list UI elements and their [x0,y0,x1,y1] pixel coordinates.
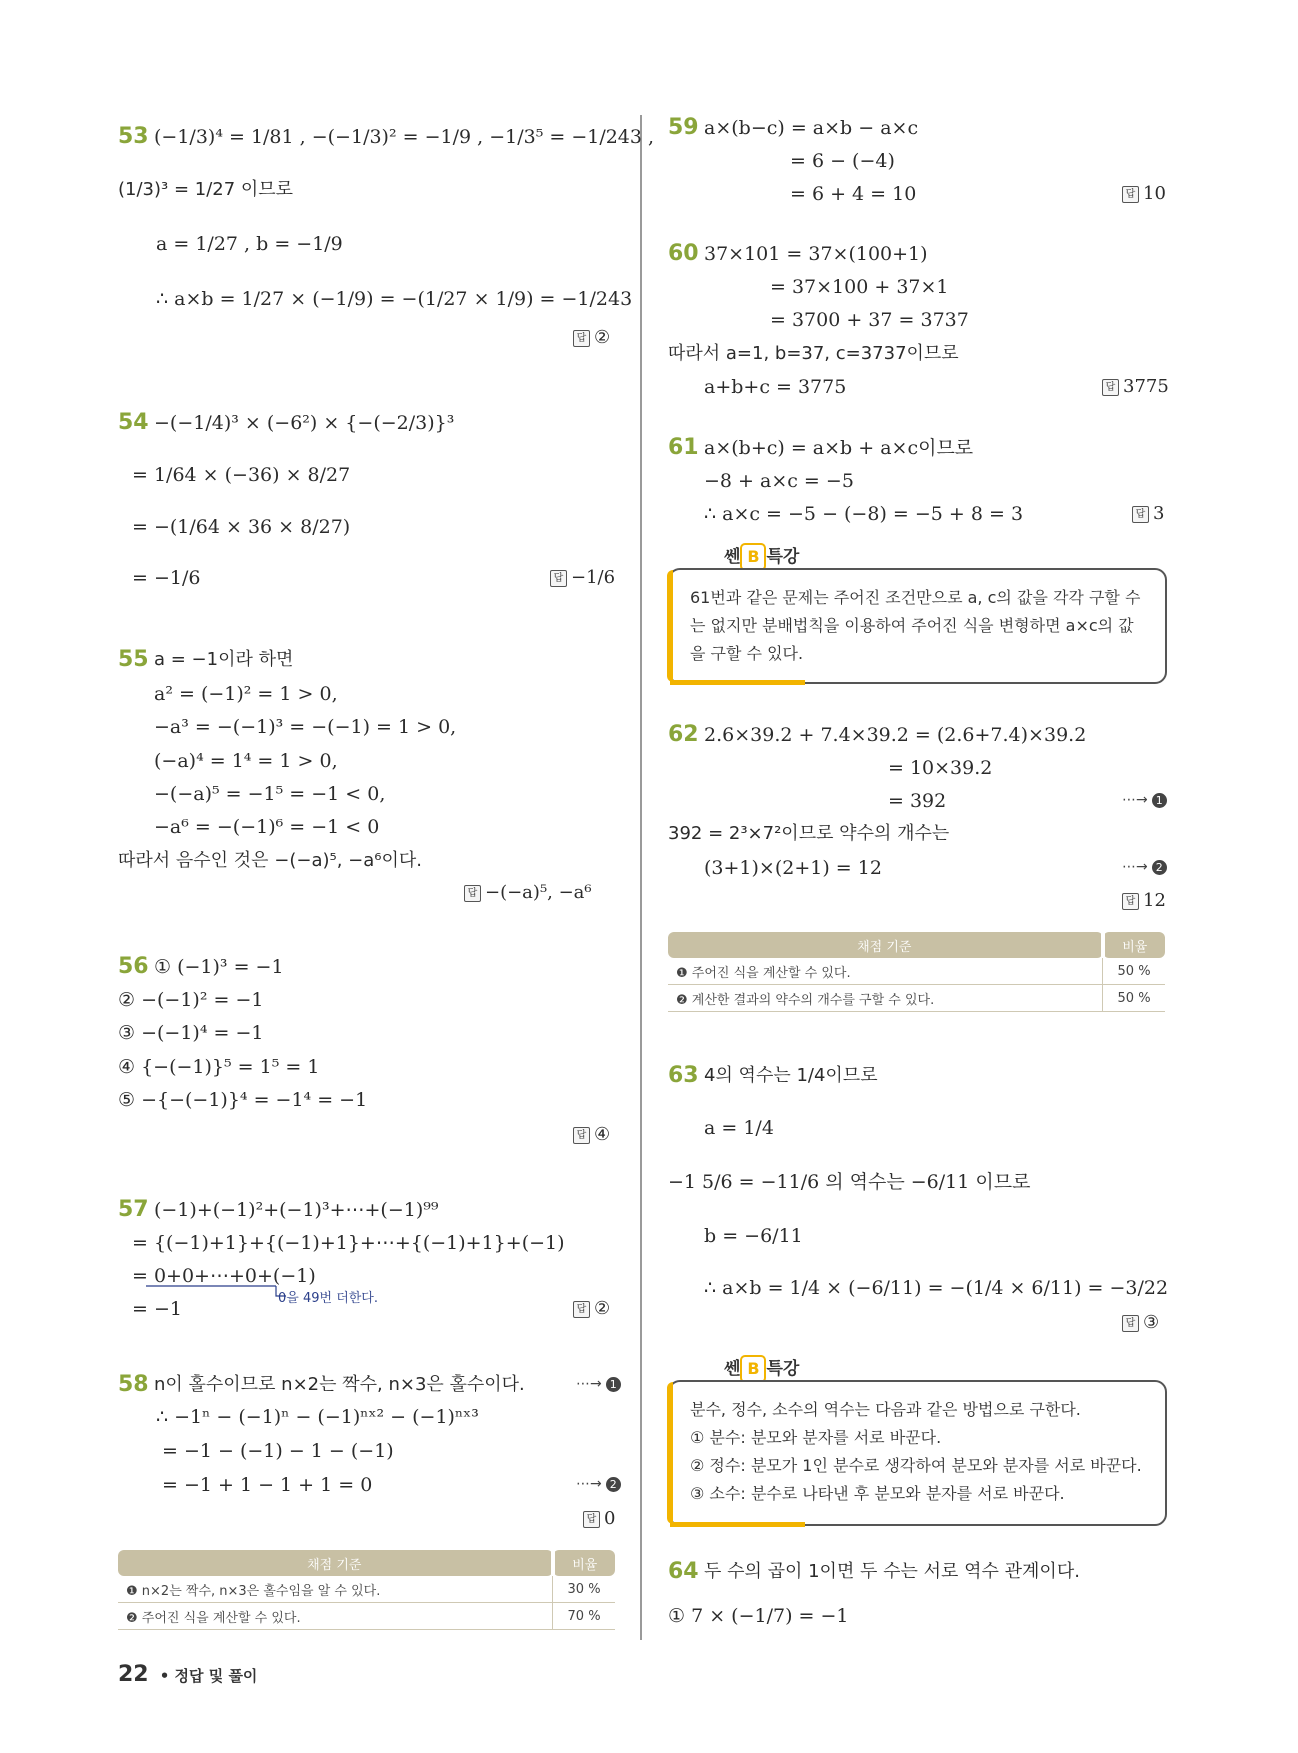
problem-58-criteria-table [118,1550,615,1630]
answer-icon: 답 [1122,893,1139,910]
column-divider [640,115,642,1640]
problem-57-answer: 답 ② [573,1297,610,1321]
answer-icon: 답 [550,570,567,587]
problem-61-number: 61 [668,435,699,460]
problem-63-line5: ∴ a×b = 1/4 × (−6/11) = −(1/4 × 6/11) = −3/22 [704,1277,1169,1299]
problem-57-line2: = {(−1)+1}+{(−1)+1}+⋯+{(−1)+1}+(−1) [132,1232,565,1254]
criteria-cell: ❶ n×2는 짝수, n×3은 홀수임을 알 수 있다. [118,1576,553,1603]
criteria-cell: ❷ 계산한 결과의 약수의 개수를 구할 수 있다. [668,985,1103,1012]
problem-56-line4: ④ {−(−1)}⁵ = 1⁵ = 1 [118,1056,320,1078]
problem-60-line3: = 3700 + 37 = 3737 [770,309,969,331]
table-row [118,1603,615,1630]
problem-56-line5: ⑤ −{−(−1)}⁴ = −1⁴ = −1 [118,1089,368,1111]
problem-55-line4: (−a)⁴ = 1⁴ = 1 > 0, [154,750,338,772]
answer-icon: 답 [464,885,481,902]
answer-icon: 답 [1102,379,1119,396]
problem-63-answer: 답 ③ [1122,1311,1159,1335]
problem-64-line2: ① 7 × (−1/7) = −1 [668,1605,849,1627]
tip1-title: 쎈 B 특강 [724,542,799,571]
problem-58-number: 58 [118,1372,149,1397]
problem-58-line1: n이 홀수이므로 n×2는 짝수, n×3은 홀수이다. [154,1374,525,1395]
problem-60-number: 60 [668,241,699,266]
problem-55-line7: 따라서 음수인 것은 −(−a)⁵, −a⁶이다. [118,850,422,871]
problem-59-line2: = 6 − (−4) [790,150,895,172]
problem-62-line4: 392 = 2³×7²이므로 약수의 개수는 [668,823,950,844]
problem-55-answer: 답 −(−a)⁵, −a⁶ [464,881,592,905]
answer-icon: 답 [1132,506,1149,523]
problem-62-answer: 답 12 [1122,889,1166,913]
problem-60-line5: a+b+c = 3775 [704,376,847,398]
tip1-accent-bottom [670,680,805,685]
problem-62-number: 62 [668,722,699,747]
problem-55-number: 55 [118,647,149,672]
table-row [668,958,1165,985]
problem-54-number: 54 [118,410,149,435]
problem-56-line3: ③ −(−1)⁴ = −1 [118,1022,264,1044]
problem-56-number: 56 [118,954,149,979]
problem-57-line3: = 0+0+⋯+0+(−1) [132,1265,316,1287]
problem-55-line6: −a⁶ = −(−1)⁶ = −1 < 0 [154,816,380,838]
problem-61-answer: 답 3 [1132,502,1164,526]
problem-55-line5: −(−a)⁵ = −1⁵ = −1 < 0, [154,783,386,805]
table-row [668,985,1165,1012]
tip2-title: 쎈 B 특강 [724,1354,799,1383]
ratio-header: 비율 [1103,932,1165,958]
problem-53-line4: ∴ a×b = 1/27 × (−1/9) = −(1/27 × 1/9) = −1/243 [156,288,633,310]
problem-61-line3: ∴ a×c = −5 − (−8) = −5 + 8 = 3 [704,503,1024,525]
problem-53-answer: 답 ② [573,326,610,350]
problem-61-line2: −8 + a×c = −5 [704,470,854,492]
problem-58-step1: ⋯→ 1 [576,1376,621,1392]
answer-icon: 답 [1122,1315,1139,1332]
problem-54-line3: = −(1/64 × 36 × 8/27) [132,516,351,538]
tip1-accent [667,570,673,682]
tip2-box [668,1380,1167,1526]
footer-title: • 정답 및 풀이 [159,1667,258,1685]
problem-62-line3: = 392 [888,790,947,812]
problem-54-line2: = 1/64 × (−36) × 8/27 [132,464,351,486]
tip1-box [668,568,1167,684]
problem-64-number: 64 [668,1559,699,1584]
ratio-cell: 30 % [553,1576,615,1603]
problem-60-line2: = 37×100 + 37×1 [770,276,949,298]
tip1-line3: 을 구할 수 있다. [690,644,804,663]
problem-60-answer: 답 3775 [1102,375,1169,399]
problem-54-line1: −(−1/4)³ × (−6²) × {−(−2/3)}³ [154,412,455,434]
criteria-header: 채점 기준 [118,1550,553,1576]
criteria-cell: ❷ 주어진 식을 계산할 수 있다. [118,1603,553,1630]
tip2-line4: ③ 소수: 분수로 나타낸 후 분모와 분자를 서로 바꾼다. [690,1484,1065,1503]
problem-63-line1: 4의 역수는 1/4이므로 [704,1065,878,1086]
problem-63-number: 63 [668,1063,699,1088]
problem-59-answer: 답 10 [1122,182,1166,206]
problem-58-line3: = −1 − (−1) − 1 − (−1) [162,1440,394,1462]
ratio-cell: 50 % [1103,985,1165,1012]
problem-62-step1: ⋯→ 1 [1122,792,1167,808]
tip2-accent-bottom [670,1522,805,1527]
problem-58-answer: 답 0 [583,1507,615,1531]
problem-53-line2: (1/3)³ = 1/27 이므로 [118,179,294,200]
page-footer [118,1662,257,1687]
problem-54-answer: 답 −1/6 [550,566,615,590]
problem-60-line4: 따라서 a=1, b=37, c=3737이므로 [668,343,959,364]
answer-icon: 답 [583,1511,600,1528]
tip2-line3: ② 정수: 분모가 1인 분수로 생각하여 분모와 분자를 서로 바꾼다. [690,1456,1142,1475]
answer-icon: 답 [573,1301,590,1318]
problem-64-line1: 두 수의 곱이 1이면 두 수는 서로 역수 관계이다. [704,1561,1080,1582]
problem-61-line1: a×(b+c) = a×b + a×c이므로 [704,437,974,459]
problem-63-line3: −1 5/6 = −11/6 의 역수는 −6/11 이므로 [668,1171,1031,1193]
problem-59-line3: = 6 + 4 = 10 [790,183,917,205]
problem-58-step2: ⋯→ 2 [576,1476,621,1492]
problem-53-line1: (−1/3)⁴ = 1/81 , −(−1/3)² = −1/9 , −1/3⁵ = −1/243 , [154,126,655,148]
problem-53-line3: a = 1/27 , b = −1/9 [156,233,343,255]
problem-63-line4: b = −6/11 [704,1225,803,1247]
answer-icon: 답 [573,1127,590,1144]
problem-62-line2: = 10×39.2 [888,757,993,779]
problem-63-line2: a = 1/4 [704,1117,774,1139]
ratio-cell: 70 % [553,1603,615,1630]
problem-57-line1: (−1)+(−1)²+(−1)³+⋯+(−1)⁹⁹ [154,1199,439,1221]
problem-56-line1: ① (−1)³ = −1 [154,956,284,978]
problem-55-line3: −a³ = −(−1)³ = −(−1) = 1 > 0, [154,716,457,738]
problem-58-line2: ∴ −1ⁿ − (−1)ⁿ − (−1)ⁿˣ² − (−1)ⁿˣ³ [156,1406,479,1428]
problem-55-line1: a = −1이라 하면 [154,649,294,670]
problem-57-note: 0을 49번 더한다. [278,1291,379,1306]
problem-55-line2: a² = (−1)² = 1 > 0, [154,683,338,705]
problem-54-line4: = −1/6 [132,567,201,589]
problem-57-number: 57 [118,1197,149,1222]
problem-59-number: 59 [668,115,699,140]
tip2-line2: ① 분수: 분모와 분자를 서로 바꾼다. [690,1428,942,1447]
page-number: 22 [118,1662,149,1687]
problem-62-line1: 2.6×39.2 + 7.4×39.2 = (2.6+7.4)×39.2 [704,724,1087,746]
tip2-line1: 분수, 정수, 소수의 역수는 다음과 같은 방법으로 구한다. [690,1400,1081,1419]
criteria-cell: ❶ 주어진 식을 계산할 수 있다. [668,958,1103,985]
problem-58-line4: = −1 + 1 − 1 + 1 = 0 [162,1474,373,1496]
problem-56-line2: ② −(−1)² = −1 [118,989,264,1011]
tip1-line2: 는 없지만 분배법칙을 이용하여 주어진 식을 변형하면 a×c의 값 [690,616,1134,635]
problem-56-answer: 답 ④ [573,1123,610,1147]
answer-icon: 답 [1122,186,1139,203]
problem-59-line1: a×(b−c) = a×b − a×c [704,117,919,139]
ratio-header: 비율 [553,1550,615,1576]
problem-62-criteria-table [668,932,1165,1012]
ratio-cell: 50 % [1103,958,1165,985]
answer-icon: 답 [573,330,590,347]
problem-62-line5: (3+1)×(2+1) = 12 [704,857,882,879]
problem-57-line4: = −1 [132,1298,182,1320]
tip2-accent [667,1382,673,1524]
problem-60-line1: 37×101 = 37×(100+1) [704,243,928,265]
problem-53-number: 53 [118,124,149,149]
criteria-header: 채점 기준 [668,932,1103,958]
problem-62-step2: ⋯→ 2 [1122,859,1167,875]
table-row [118,1576,615,1603]
tip1-line1: 61번과 같은 문제는 주어진 조건만으로 a, c의 값을 각각 구할 수 [690,588,1141,607]
